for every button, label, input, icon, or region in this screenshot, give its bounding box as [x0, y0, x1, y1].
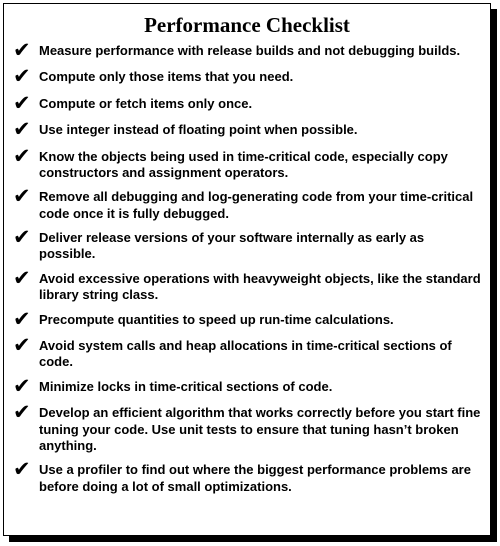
- list-item: [4, 64, 490, 89]
- checkmark-icon: ✔: [13, 400, 31, 425]
- checkmark-icon: ✔: [13, 143, 31, 168]
- list-item: [4, 38, 490, 62]
- list-item-text: Know the objects being used in time-critical code, especially copy constructors and assignment operators.: [39, 148, 448, 180]
- checkmark-icon: ✔: [13, 373, 31, 398]
- checkmark-icon: ✔: [13, 225, 31, 250]
- checkmark-icon: ✔: [13, 117, 31, 142]
- list-item: [4, 90, 490, 115]
- list-item: [4, 143, 490, 181]
- list-item-text: Use integer instead of floating point when possible.: [39, 122, 358, 138]
- list-item: [4, 184, 490, 221]
- list-item: [4, 400, 490, 454]
- list-item: [4, 333, 490, 370]
- list-item: [4, 265, 490, 303]
- list-item: [4, 457, 490, 494]
- list-item: [4, 117, 490, 142]
- checkmark-icon: ✔: [13, 457, 31, 482]
- list-item-text: Compute only those items that you need.: [39, 69, 294, 85]
- list-item: [4, 225, 490, 262]
- list-item-text: Develop an efficient algorithm that works correctly before you start fine tuning your code. Use unit tests to ensure that tuning hasn’t broken anything.: [39, 405, 481, 453]
- checkmark-icon: ✔: [13, 64, 31, 89]
- list-item: [4, 306, 490, 331]
- checkmark-icon: ✔: [13, 265, 31, 290]
- list-item: [4, 373, 490, 398]
- checklist-panel: [3, 3, 491, 536]
- list-item-text: Deliver release versions of your software internally as early as possible.: [39, 230, 425, 262]
- list-item-text: Avoid system calls and heap allocations in time-critical sections of code.: [39, 338, 452, 370]
- list-item-text: Avoid excessive operations with heavyweight objects, like the standard library string class.: [39, 270, 481, 303]
- list-item-text: Minimize locks in time-critical sections of code.: [39, 378, 333, 394]
- checkmark-icon: ✔: [13, 90, 31, 115]
- checkmark-icon: ✔: [13, 306, 31, 331]
- checkmark-icon: ✔: [13, 38, 31, 62]
- checklist: [4, 38, 490, 503]
- list-item-text: Precompute quantities to speed up run-time calculations.: [39, 311, 394, 327]
- list-item-text: Remove all debugging and log-generating code from your time-critical code once it is fully debugged.: [39, 189, 474, 221]
- checkmark-icon: ✔: [13, 333, 31, 358]
- checklist-title: Performance Checklist: [144, 13, 350, 37]
- list-item-text: Compute or fetch items only once.: [39, 95, 253, 111]
- checkmark-icon: ✔: [13, 184, 31, 209]
- list-item-text: Measure performance with release builds and not debugging builds.: [39, 43, 461, 58]
- list-item-text: Use a profiler to find out where the biggest performance problems are before doing a lot of small optimizations.: [39, 462, 471, 494]
